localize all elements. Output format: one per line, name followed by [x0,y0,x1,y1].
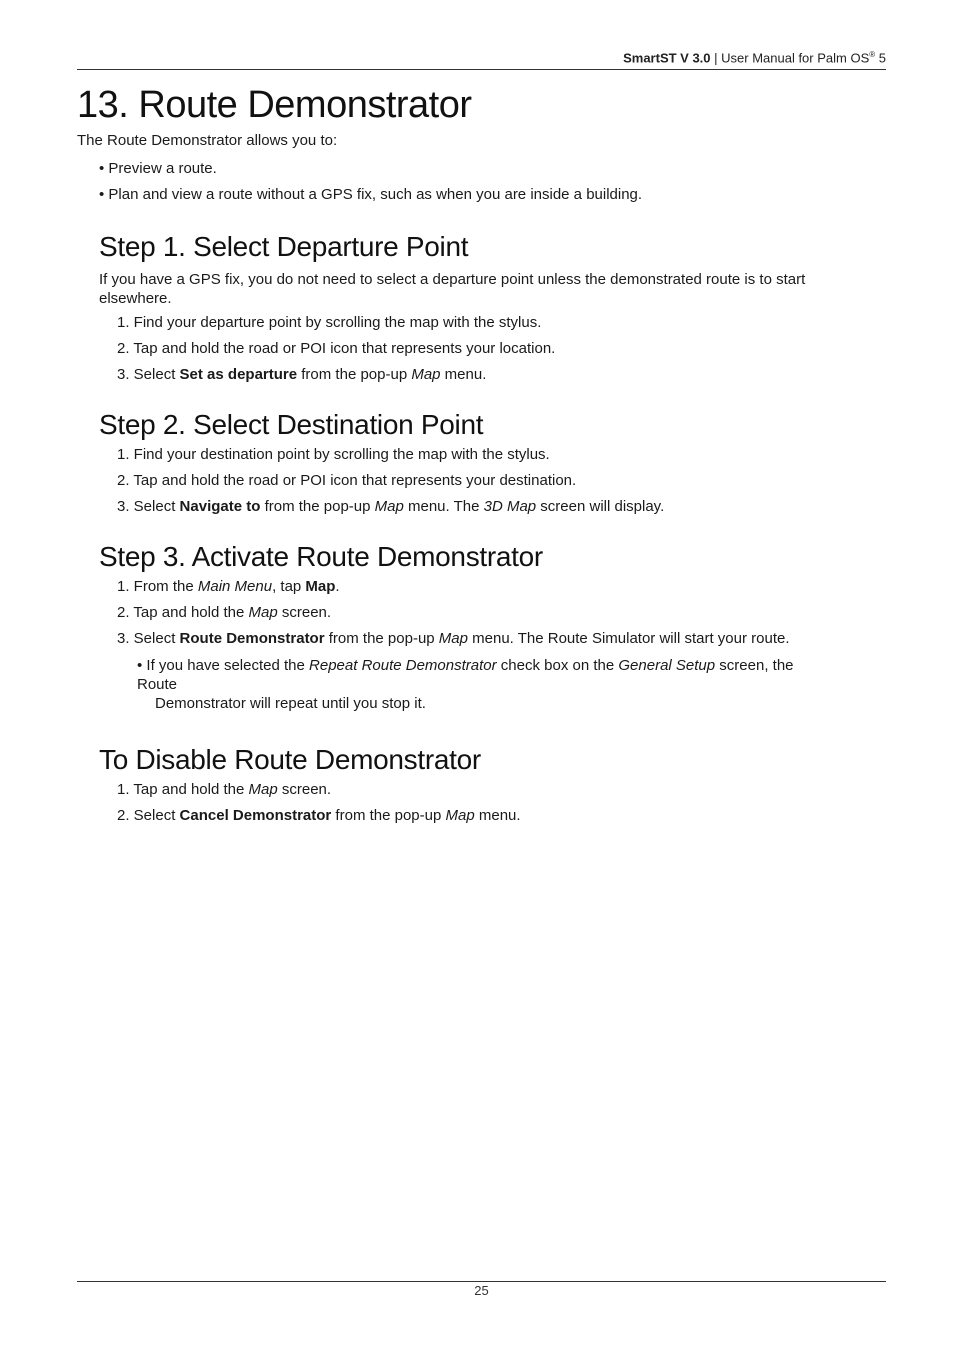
bullet-item: • Preview a route. [99,160,877,178]
text-run: menu. The [403,498,484,515]
step1-list [117,314,877,384]
step1-heading: Step 1. Select Departure Point [99,231,469,262]
list-item [117,498,877,516]
step2-list [117,446,877,516]
text-run: 3. Select [117,498,180,515]
list-item [117,807,877,825]
step1-para: If you have a GPS fix, you do not need to select a departure point unless the demonstrated route is to start elsewhere. [99,271,806,307]
text-run: screen. [277,604,332,621]
header-reg: ® [869,50,876,59]
italic-term: Map [411,366,441,383]
bold-term: Set as departure [179,366,298,383]
bold-term: Navigate to [179,498,261,515]
italic-term: Map [374,498,404,515]
header-version: 5 [875,50,886,66]
text-run: screen. [277,781,332,798]
text-run: 2. Select [117,807,180,824]
section-disable [99,743,877,825]
text-run: • If you have selected the [137,657,310,674]
italic-term: Main Menu [197,578,273,595]
section-step2 [99,408,877,516]
list-item: 1. Find your destination point by scrolling the map with the stylus. [117,446,550,463]
step3-subnote [137,656,837,713]
footer-rule [77,1281,886,1282]
list-item [117,630,877,648]
bold-term: Cancel Demonstrator [179,807,332,824]
page-title: 13. Route Demonstrator [77,84,472,126]
section-step1 [99,230,877,384]
italic-term: Map [438,630,468,647]
intro-bullets [99,160,877,204]
italic-term: General Setup [618,657,716,674]
text-run: screen, the Route [137,657,794,693]
header-manual: User Manual for Palm OS [721,50,870,66]
disable-list [117,781,877,825]
italic-term: Repeat Route Demonstrator [309,657,497,674]
text-run: from the pop-up [324,630,439,647]
italic-term: Map [248,604,278,621]
page-number: 25 [474,1283,489,1298]
text-run: Demonstrator will repeat until you stop it. [155,695,426,712]
italic-term: Map [248,781,278,798]
section-step3 [99,540,877,713]
disable-heading: To Disable Route Demonstrator [99,744,481,775]
step3-heading: Step 3. Activate Route Demonstrator [99,541,543,572]
list-item: 1. Find your departure point by scrolling the map with the stylus. [117,314,542,331]
italic-term: 3D Map [483,498,537,515]
list-item [117,604,877,622]
text-run: check box on the [496,657,619,674]
text-run: 3. Select [117,630,180,647]
text-run: menu. [440,366,487,383]
text-run: menu. [474,807,521,824]
running-header [77,50,886,65]
list-item [117,781,877,799]
header-rule [77,69,886,70]
italic-term: Map [445,807,475,824]
list-item: 2. Tap and hold the road or POI icon that represents your destination. [117,472,577,489]
text-run: from the pop-up [260,498,375,515]
step2-heading: Step 2. Select Destination Point [99,409,484,440]
text-run: 1. From the [117,578,198,595]
header-product: SmartST V 3.0 [623,50,711,66]
text-run: menu. The Route Simulator will start your route. [467,630,790,647]
text-run: from the pop-up [331,807,446,824]
text-run: 2. Tap and hold the [117,604,249,621]
list-item [117,578,877,596]
header-separator: | [710,50,722,66]
text-run: . [335,578,340,595]
bold-term: Map [305,578,336,595]
step3-list [117,578,877,648]
list-item [117,366,877,384]
text-run: from the pop-up [297,366,412,383]
bold-term: Route Demonstrator [179,630,325,647]
text-run: , tap [272,578,306,595]
text-run: 3. Select [117,366,180,383]
bullet-item: • Plan and view a route without a GPS fix, such as when you are inside a building. [99,186,877,204]
intro-text: The Route Demonstrator allows you to: [77,132,338,149]
list-item: 2. Tap and hold the road or POI icon that represents your location. [117,340,556,357]
text-run: 1. Tap and hold the [117,781,249,798]
text-run: screen will display. [536,498,665,515]
page-content [77,82,877,833]
